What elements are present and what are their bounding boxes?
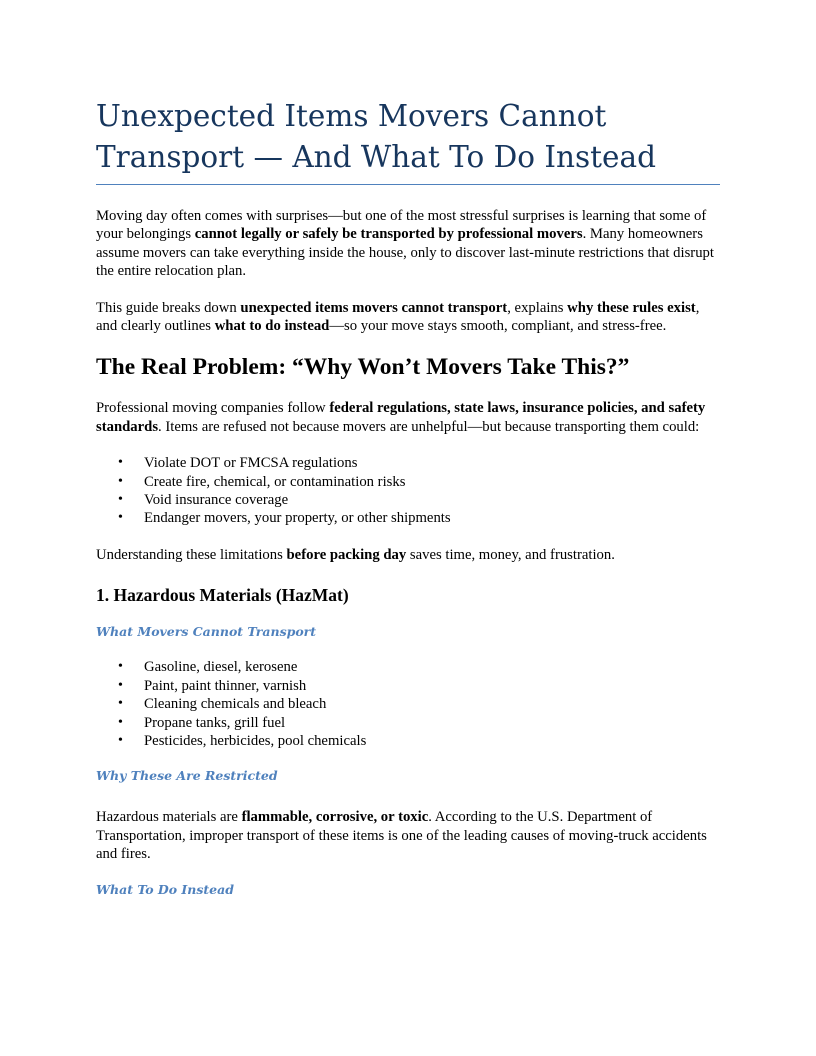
section-heading-hazmat: 1. Hazardous Materials (HazMat) <box>96 585 349 606</box>
body-text: Moving day often comes with surprises—but one of the most stressful surprises is learning that some of your belongings <box>96 208 707 243</box>
intro-paragraph-2 <box>96 299 720 336</box>
body-text: saves time, money, and frustration. <box>406 546 615 563</box>
body-text: . Items are refused not because movers are unhelpful—but because transporting them could: <box>158 418 700 435</box>
list-item: • Paint, paint thinner, varnish <box>96 677 720 695</box>
list-item: • Create fire, chemical, or contamination risks <box>96 473 720 491</box>
problem-paragraph-1 <box>96 399 720 436</box>
document-page <box>96 96 720 898</box>
body-text: , and clearly outlines <box>96 299 700 335</box>
intro-paragraph-1 <box>96 207 720 281</box>
subheading-cannot-transport: What Movers Cannot Transport <box>96 624 317 640</box>
body-text: . According to the U.S. Department of Transportation, improper transport of these items is one of the leading causes of moving-truck accidents and fires. <box>96 809 707 863</box>
emphasis-text: what to do instead <box>214 318 330 335</box>
subheading-why-restricted: Why These Are Restricted <box>96 768 278 784</box>
emphasis-text: unexpected items movers cannot transport <box>240 299 508 316</box>
emphasis-text: cannot legally or safely be transported by professional movers <box>194 226 583 243</box>
body-text: Understanding these limitations <box>96 546 287 563</box>
emphasis-text: why these rules exist <box>567 299 696 316</box>
hazmat-items-list <box>96 658 720 750</box>
list-item: • Propane tanks, grill fuel <box>96 714 720 732</box>
body-text: This guide breaks down <box>96 299 241 316</box>
hazmat-why-paragraph <box>96 808 720 863</box>
emphasis-text: federal regulations, state laws, insurance policies, and safety standards <box>96 400 706 435</box>
list-item: • Endanger movers, your property, or other shipments <box>96 509 720 527</box>
list-item: • Cleaning chemicals and bleach <box>96 695 720 713</box>
body-text: Hazardous materials are <box>96 809 242 826</box>
emphasis-text: flammable, corrosive, or toxic <box>241 809 429 826</box>
body-text: —so your move stays smooth, compliant, and stress-free. <box>329 318 667 335</box>
list-item: • Gasoline, diesel, kerosene <box>96 658 720 676</box>
list-item: • Void insurance coverage <box>96 491 720 509</box>
body-text: , explains <box>507 299 568 316</box>
subheading-what-to-do-instead: What To Do Instead <box>96 881 234 897</box>
problem-paragraph-2 <box>96 546 720 564</box>
list-item: • Pesticides, herbicides, pool chemicals <box>96 732 720 750</box>
emphasis-text: before packing day <box>286 546 407 563</box>
section-heading-real-problem: The Real Problem: “Why Won’t Movers Take This?” <box>96 354 630 381</box>
body-text: . Many homeowners assume movers can take everything inside the house, only to discover last-minute restrictions that disrupt the entire relocation plan. <box>96 226 714 280</box>
document-title: Unexpected Items Movers Cannot Transport — And What To Do Instead <box>96 96 720 185</box>
body-text: Professional moving companies follow <box>96 400 330 417</box>
list-item: • Violate DOT or FMCSA regulations <box>96 454 720 472</box>
problem-bullet-list <box>96 454 720 528</box>
